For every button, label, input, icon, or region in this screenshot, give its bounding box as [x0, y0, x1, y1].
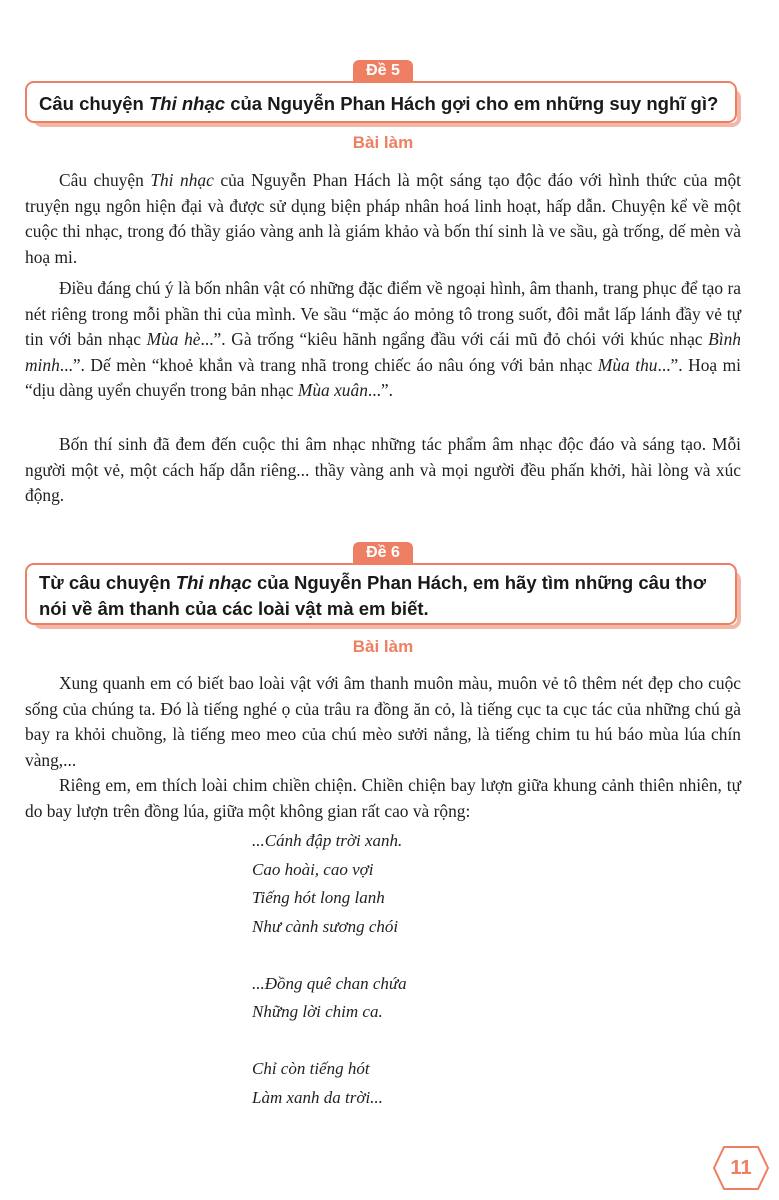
poem-line: Như cành sương chói [252, 916, 399, 936]
de-6-tag: Đề 6 [353, 542, 413, 563]
poem-line: ...Đồng quê chan chứa [252, 973, 407, 993]
poem-line: ...Cánh đập trời xanh. [252, 831, 403, 850]
poem-blank-line [252, 941, 407, 970]
poem-line: Tiếng hót long lanh [252, 888, 385, 907]
poem-line: Những lời chim ca. [252, 1002, 383, 1021]
question-box-de-5 [25, 81, 737, 123]
question-text: của Nguyễn Phan Hách gợi cho em những suy nghĩ gì? [225, 93, 719, 114]
page-number [712, 1145, 770, 1191]
paragraph-2: Riêng em, em thích loài chim chiền chiện. Chiền chiện bay lượn giữa khung cảnh thiên nhiên, tự do bay lượn trên đồng lúa, giữa một không gian rất cao và rộng: [25, 775, 741, 821]
paragraph-1: Xung quanh em có biết bao loài vật với âm thanh muôn màu, muôn vẻ tô thêm nét đẹp cho cuộc sống của chúng ta. Đó là tiếng nghé ọ của trâu ra đồng ăn cỏ, là tiếng cục ta cục tác của những chú gà bay ra khỏi chuồng, là tiếng meo meo của chú mèo sưởi nắng, là tiếng chim tu hú báo mùa lúa chín vàng,... [25, 673, 741, 770]
paragraph-3: Bốn thí sinh đã đem đến cuộc thi âm nhạc những tác phẩm âm nhạc độc đáo và sáng tạo. Mỗi người một vẻ, một cách hấp dẫn riêng... thầy vàng anh và mọi người đều phấn khởi, hài lòng và xúc động. [25, 434, 741, 505]
question-italic-title: Thi nhạc [175, 572, 252, 593]
poem-line: Làm xanh da trời... [252, 1087, 383, 1107]
question-text: Câu chuyện [39, 93, 149, 114]
poem [252, 827, 407, 1112]
poem-blank-line [252, 1027, 407, 1056]
question-italic-title: Thi nhạc [149, 93, 226, 114]
question-text: Từ câu chuyện [39, 572, 176, 593]
de-5-tag: Đề 5 [353, 60, 413, 81]
question-box-de-6 [25, 563, 737, 625]
page-number-text: 11 [730, 1157, 752, 1179]
poem-line: Chỉ còn tiếng hót [252, 1059, 370, 1078]
poem-line: Cao hoài, cao vợi [252, 859, 374, 879]
bai-lam-heading: Bài làm [352, 637, 414, 656]
bai-lam-heading: Bài làm [352, 133, 414, 152]
question-text: của Nguyễn Phan Hách, em hãy tìm những câu thơ nói về âm thanh của các loài vật mà em biết. [39, 572, 707, 619]
paragraph-2: Điều đáng chú ý là bốn nhân vật có những đặc điểm về ngoại hình, âm thanh, trang phục để tạo ra nét riêng trong mỗi phần thi của mình. Ve sầu “mặc áo mỏng tô trong suốt, đôi mắt lấp lánh đầy vẻ tự tin với bản nhạc Mùa hè...”. Gà trống “kiêu hãnh ngẩng đầu với cái mũ đỏ chói với khúc nhạc Bình minh...”. Dế mèn “khoẻ khắn và trang nhã trong chiếc áo nâu óng với bản nhạc Mùa thu...”. Hoạ mi “dịu dàng uyển chuyển trong bản nhạc Mùa xuân...”. [25, 278, 742, 400]
paragraph-1: Câu chuyện Thi nhạc của Nguyễn Phan Hách là một sáng tạo độc đáo với hình thức của một truyện ngụ ngôn hiện đại và được sử dụng biện pháp nhân hoá linh hoạt, hấp dẫn. Chuyện kể về một cuộc thi nhạc, trong đó thầy giáo vàng anh là giám khảo và bốn thí sinh là ve sầu, gà trống, dế mèn và hoạ mi. [25, 170, 741, 267]
